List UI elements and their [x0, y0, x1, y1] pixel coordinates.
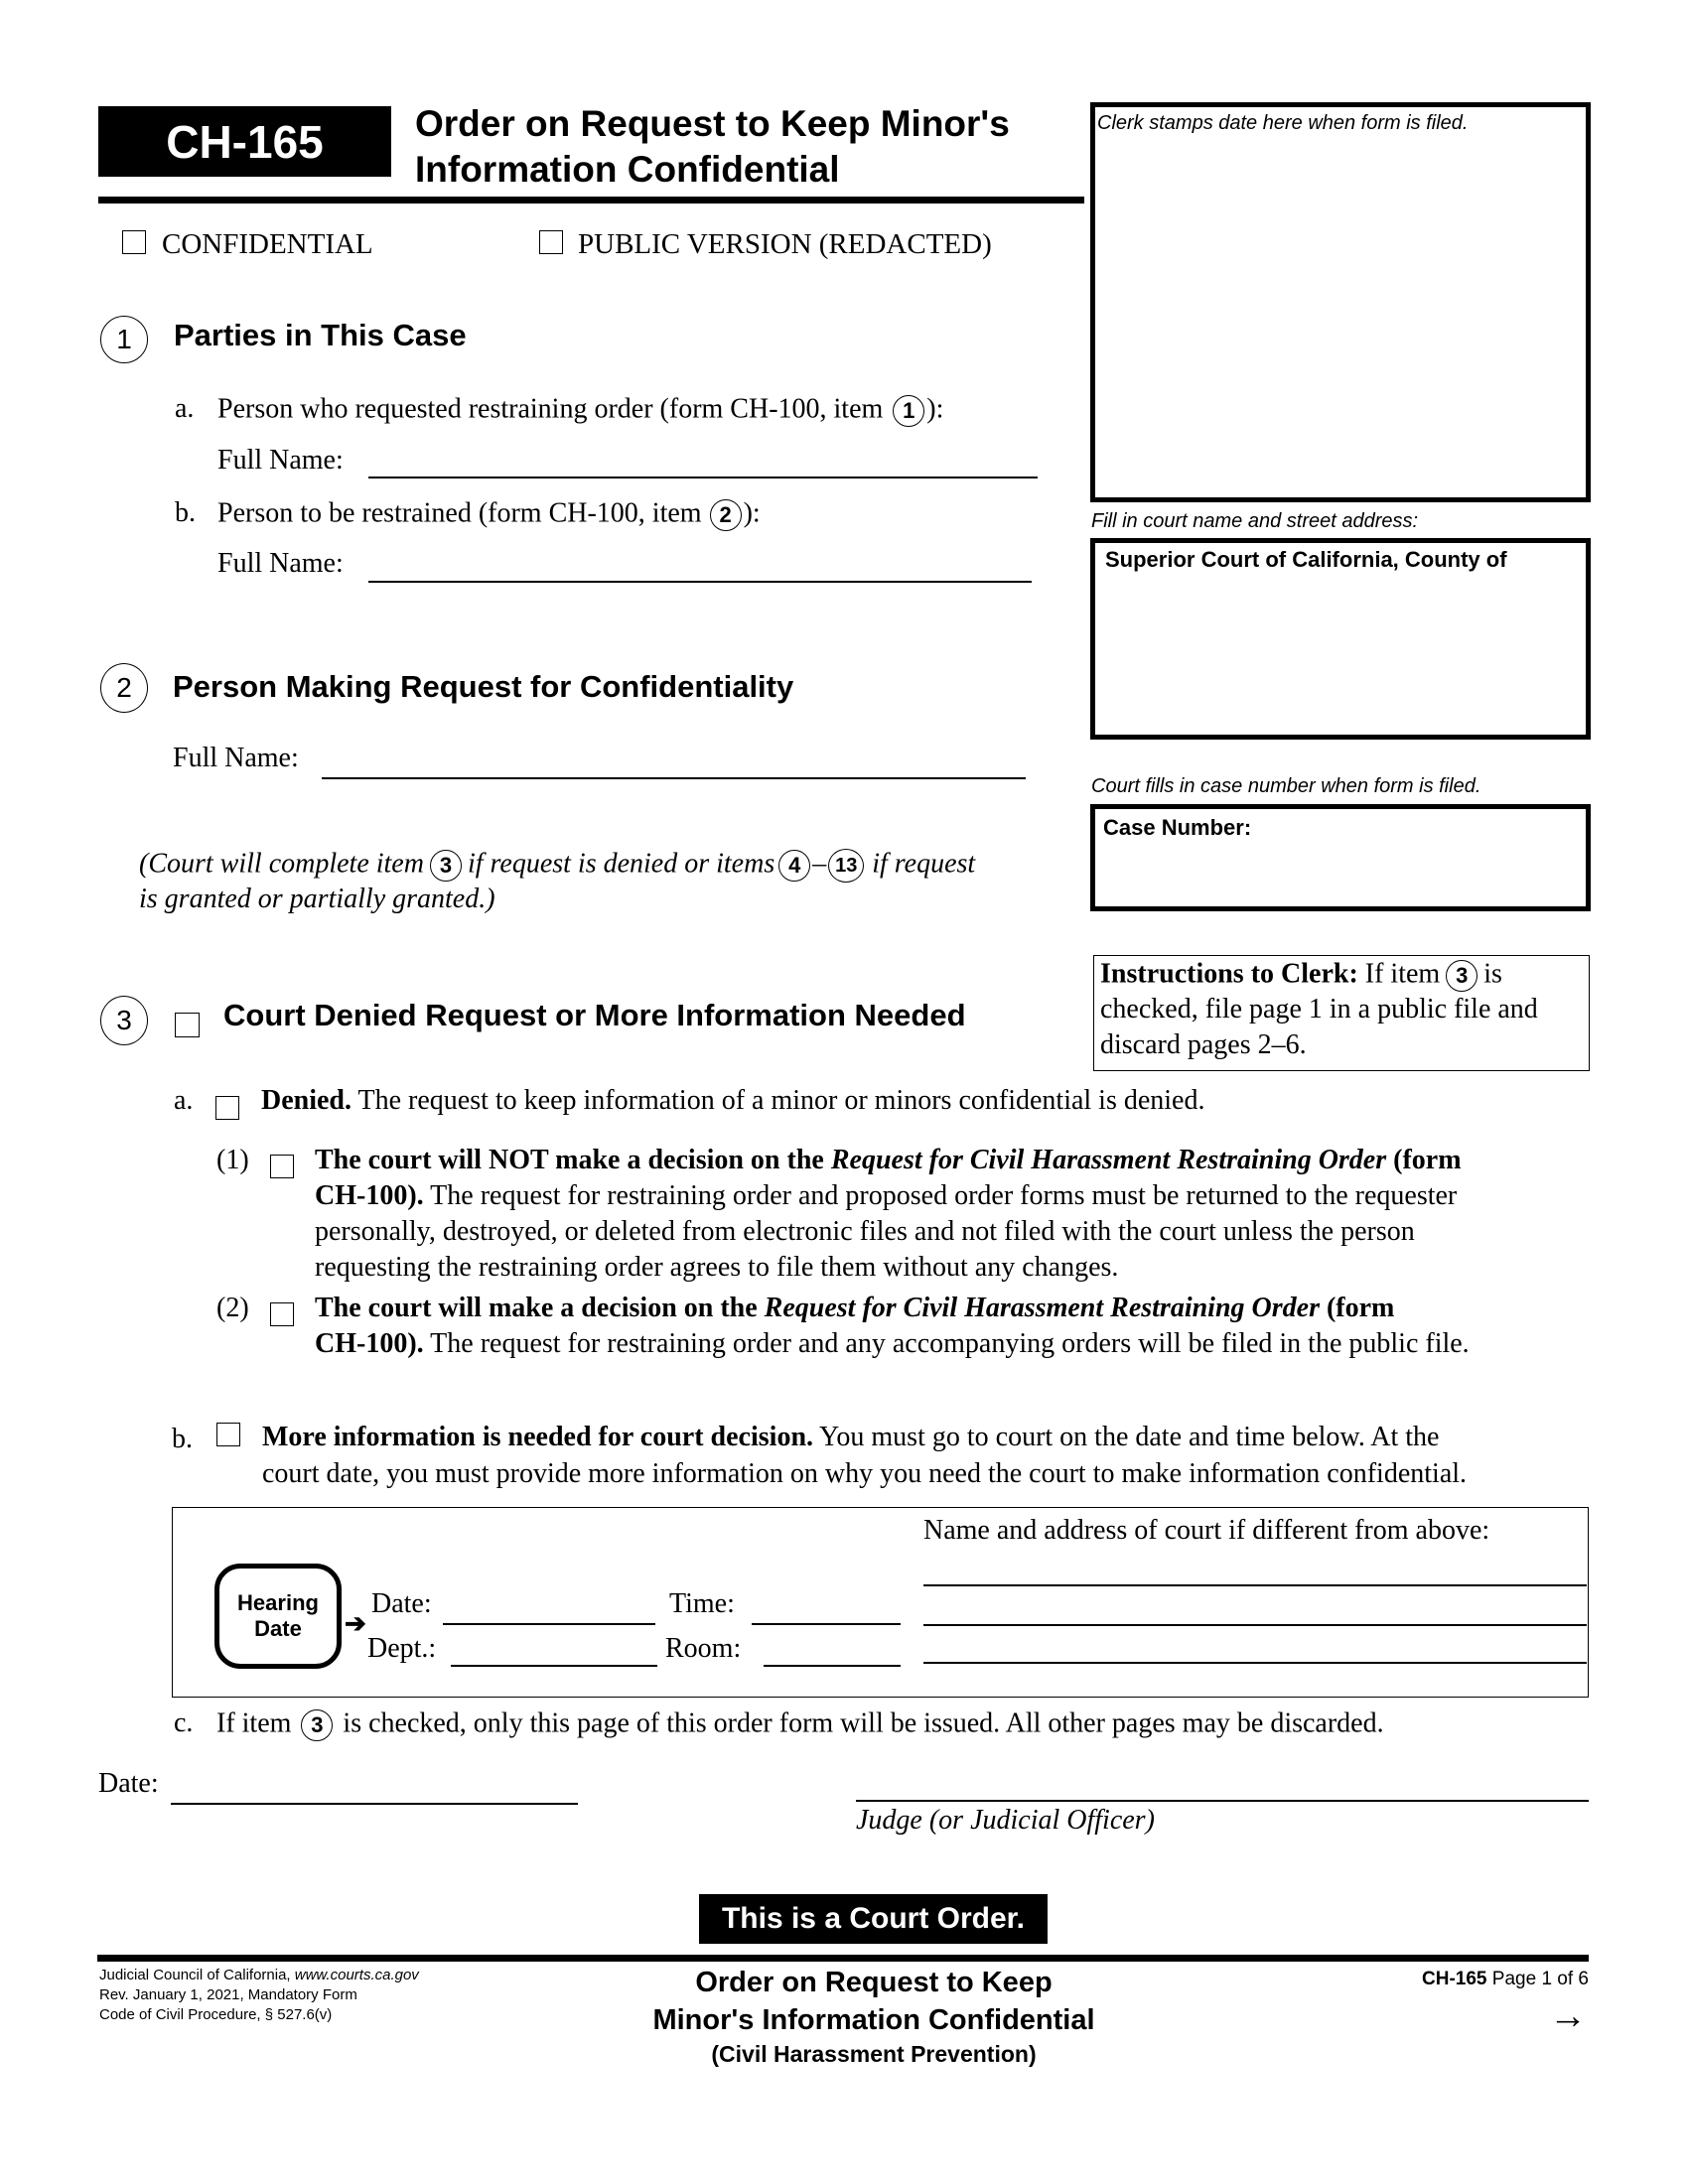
case-number-text: Case Number: [1103, 815, 1252, 840]
header-rule [98, 197, 1084, 204]
item-3-ref-icon: 3 [301, 1709, 333, 1741]
item-13-ref-icon: 13 [828, 849, 864, 883]
section-1a-text: Person who requested restraining order (form CH-100, item 1 ): [217, 395, 943, 427]
court-completion-note-line1: (Court will complete item 3 if request is denied or items 4 – 13 if request [139, 849, 975, 883]
section-3b-marker: b. [172, 1424, 193, 1454]
clerk-instructions-line1: Instructions to Clerk: If item 3 is [1100, 960, 1502, 992]
hearing-dept-label: Dept.: [367, 1633, 437, 1664]
next-page-arrow-icon[interactable]: → [1549, 1995, 1587, 2037]
public-version-checkbox[interactable] [539, 230, 563, 254]
section-3a2-line2: CH-100). The request for restraining order and any accompanying orders will be filed in the public file. [315, 1328, 1470, 1359]
section-3a2-line1: The court will make a decision on the Request for Civil Harassment Restraining Order (form [315, 1293, 1395, 1323]
section-3a-text: Denied. The request to keep information of a minor or minors confidential is denied. [261, 1085, 1205, 1116]
clerk-instructions-box [1093, 955, 1590, 1071]
item-3-ref-icon: 3 [430, 850, 462, 882]
alt-court-address-line-1[interactable] [923, 1584, 1587, 1586]
section-1a-full-name-input[interactable] [368, 477, 1038, 478]
item-4-ref-icon: 4 [778, 850, 810, 882]
section-3c-text: If item 3 is checked, only this page of this order form will be issued. All other pages may be discarded. [216, 1709, 1384, 1741]
signature-date-label: Date: [98, 1768, 159, 1799]
clerk-stamp-label: Clerk stamps date here when form is filed. [1097, 112, 1469, 134]
footer-publisher: Judicial Council of California, www.courts.ca.gov [99, 1967, 419, 1983]
section-3a-denied-checkbox[interactable] [215, 1096, 239, 1120]
section-3a1-line2: CH-100). The request for restraining order and proposed order forms must be returned to the requester [315, 1180, 1458, 1211]
section-3a1-line3: personally, destroyed, or deleted from electronic files and not filed with the court unless the person [315, 1216, 1415, 1247]
judge-label: Judge (or Judicial Officer) [856, 1805, 1155, 1836]
section-3a2-marker: (2) [216, 1293, 249, 1323]
hearing-dept-input[interactable] [451, 1665, 657, 1667]
section-3-heading: Court Denied Request or More Information Needed [223, 998, 966, 1032]
footer-title: Order on Request to Keep Minor's Information Confidential (Civil Harassment Prevention) [652, 1967, 1095, 2067]
footer-page-number: CH-165 Page 1 of 6 [1422, 1969, 1589, 1989]
hearing-date-label: Date: [371, 1588, 432, 1619]
section-3b-line1: More information is needed for court decision. You must go to court on the date and time below. At the [262, 1422, 1440, 1452]
section-2-full-name-label: Full Name: [173, 743, 299, 773]
item-3-ref-icon: 3 [1446, 960, 1477, 992]
confidential-checkbox[interactable] [122, 230, 146, 254]
alt-court-address-line-3[interactable] [923, 1662, 1587, 1664]
clerk-instructions-line3: discard pages 2–6. [1100, 1029, 1307, 1060]
section-1b-marker: b. [175, 497, 196, 528]
section-1a-full-name-label: Full Name: [217, 445, 344, 476]
alt-court-address-label: Name and address of court if different from above: [923, 1515, 1490, 1546]
section-3-checkbox[interactable] [175, 1013, 200, 1037]
hearing-room-label: Room: [665, 1633, 742, 1664]
section-3b-line2: court date, you must provide more information on why you need the court to make information confidential. [262, 1458, 1468, 1489]
case-number-label: Court fills in case number when form is filed. [1091, 775, 1481, 797]
section-3c-marker: c. [174, 1707, 194, 1738]
section-3b-more-info-checkbox[interactable] [216, 1423, 240, 1446]
section-3a1-line1: The court will NOT make a decision on the Request for Civil Harassment Restraining Order (form [315, 1145, 1462, 1175]
section-1b-full-name-label: Full Name: [217, 548, 344, 579]
arrow-right-icon: ➔ [345, 1608, 366, 1638]
section-3a1-marker: (1) [216, 1145, 249, 1175]
section-3a-marker: a. [174, 1085, 194, 1116]
section-1b-text: Person to be restrained (form CH-100, item 2 ): [217, 499, 761, 531]
public-version-label: PUBLIC VERSION (REDACTED) [578, 228, 992, 260]
judge-signature-line[interactable] [856, 1800, 1589, 1802]
footer-revision: Rev. January 1, 2021, Mandatory Form [99, 1986, 357, 2003]
form-title-line1: Order on Request to Keep Minor's [415, 103, 1010, 144]
court-completion-note-line2: is granted or partially granted.) [139, 884, 495, 914]
item-1-ref-icon: 1 [893, 395, 924, 427]
case-number-box[interactable] [1090, 804, 1591, 911]
footer-rule [97, 1955, 1589, 1962]
alt-court-address-line-2[interactable] [923, 1624, 1587, 1626]
section-1-number-icon: 1 [100, 316, 148, 363]
court-name-text: Superior Court of California, County of [1105, 547, 1507, 572]
hearing-room-input[interactable] [764, 1665, 901, 1667]
section-2-number-icon: 2 [100, 663, 148, 713]
item-2-ref-icon: 2 [710, 499, 742, 531]
section-1-heading: Parties in This Case [174, 318, 467, 352]
court-name-box[interactable] [1090, 538, 1591, 740]
form-title-line2: Information Confidential [415, 149, 840, 190]
section-2-heading: Person Making Request for Confidentiality [173, 669, 794, 704]
hearing-time-input[interactable] [752, 1623, 901, 1625]
form-id-block [98, 106, 391, 177]
section-3a1-checkbox[interactable] [270, 1155, 294, 1178]
clerk-stamp-box [1090, 102, 1591, 502]
section-3a1-line4: requesting the restraining order agrees to file them without any changes. [315, 1252, 1119, 1283]
hearing-date-badge: Hearing Date [214, 1564, 342, 1669]
section-1a-marker: a. [175, 393, 195, 424]
hearing-time-label: Time: [669, 1588, 735, 1619]
section-1b-full-name-input[interactable] [368, 581, 1032, 583]
section-2-full-name-input[interactable] [322, 777, 1026, 779]
court-name-label: Fill in court name and street address: [1091, 510, 1419, 532]
clerk-instructions-line2: checked, file page 1 in a public file and [1100, 994, 1538, 1024]
signature-date-input[interactable] [171, 1803, 578, 1805]
footer-code-reference: Code of Civil Procedure, § 527.6(v) [99, 2006, 333, 2023]
section-3-number-icon: 3 [100, 996, 148, 1045]
hearing-date-input[interactable] [443, 1623, 655, 1625]
court-order-banner: This is a Court Order. [699, 1894, 1048, 1944]
form-id: CH-165 [166, 115, 324, 168]
confidential-label: CONFIDENTIAL [162, 228, 373, 260]
section-3a2-checkbox[interactable] [270, 1302, 294, 1326]
